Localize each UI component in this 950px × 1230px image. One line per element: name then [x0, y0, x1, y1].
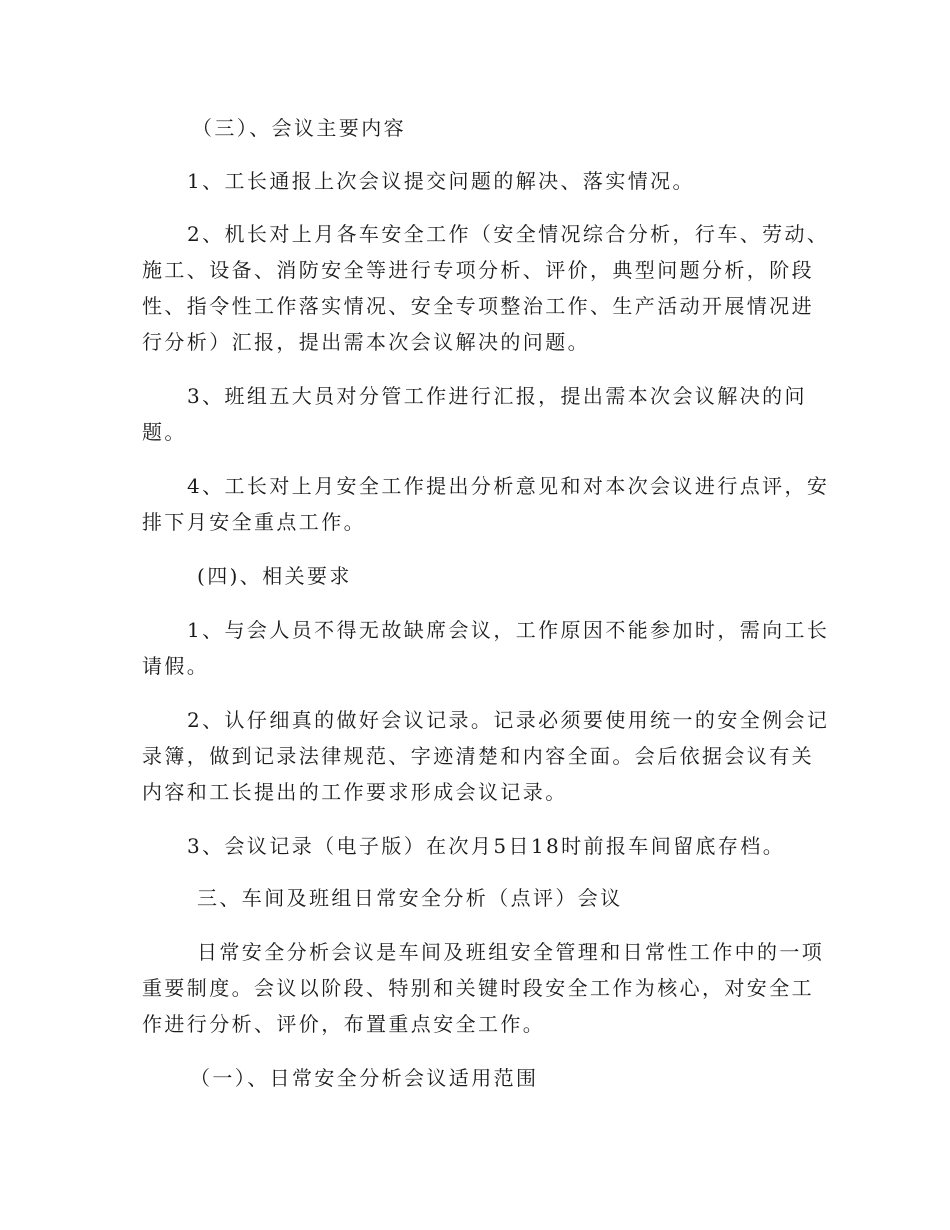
paragraph-line: 重要制度。会议以阶段、特别和关键时段安全工作为核心，对安全工: [142, 976, 814, 1000]
paragraph-line: 录簿，做到记录法律规范、字迹清楚和内容全面。会后依据会议有关: [142, 744, 814, 768]
paragraph-line: 施工、设备、消防安全等进行专项分析、评价，典型问题分析，阶段: [142, 258, 814, 282]
paragraph-line: 3、会议记录（电子版）在次月5日18时前报车间留底存档。: [187, 834, 786, 858]
paragraph-line: 请假。: [142, 654, 210, 678]
paragraph-line: 2、机长对上月各车安全工作（安全情况综合分析，行车、劳动、: [187, 222, 830, 246]
section-heading: （一）、日常安全分析会议适用范围: [190, 1066, 539, 1090]
section-heading: 三、车间及班组日常安全分析（点评）会议: [197, 886, 623, 910]
paragraph-line: 1、工长通报上次会议提交问题的解决、落实情况。: [187, 169, 695, 193]
paragraph-line: 2、认仔细真的做好会议记录。记录必须要使用统一的安全例会记: [187, 708, 830, 732]
paragraph-line: 3、班组五大员对分管工作进行汇报，提出需本次会议解决的问: [187, 384, 807, 408]
paragraph-line: 题。: [142, 420, 187, 444]
paragraph-line: 排下月安全重点工作。: [142, 510, 366, 534]
paragraph-line: 内容和工长提出的工作要求形成会议记录。: [142, 780, 568, 804]
paragraph-line: 作进行分析、评价，布置重点安全工作。: [142, 1012, 546, 1036]
section-heading: （三）、会议主要内容: [192, 116, 406, 140]
paragraph-line: 1、与会人员不得无故缺席会议，工作原因不能参加时，需向工长: [187, 618, 830, 642]
paragraph-line: 4、工长对上月安全工作提出分析意见和对本次会议进行点评，安: [187, 474, 830, 498]
paragraph-line: 日常安全分析会议是车间及班组安全管理和日常性工作中的一项: [197, 940, 825, 964]
paragraph-line: 性、指令性工作落实情况、安全专项整治工作、生产活动开展情况进: [142, 294, 814, 318]
section-heading: (四)、相关要求: [197, 564, 352, 588]
paragraph-line: 行分析）汇报，提出需本次会议解决的问题。: [142, 330, 590, 354]
